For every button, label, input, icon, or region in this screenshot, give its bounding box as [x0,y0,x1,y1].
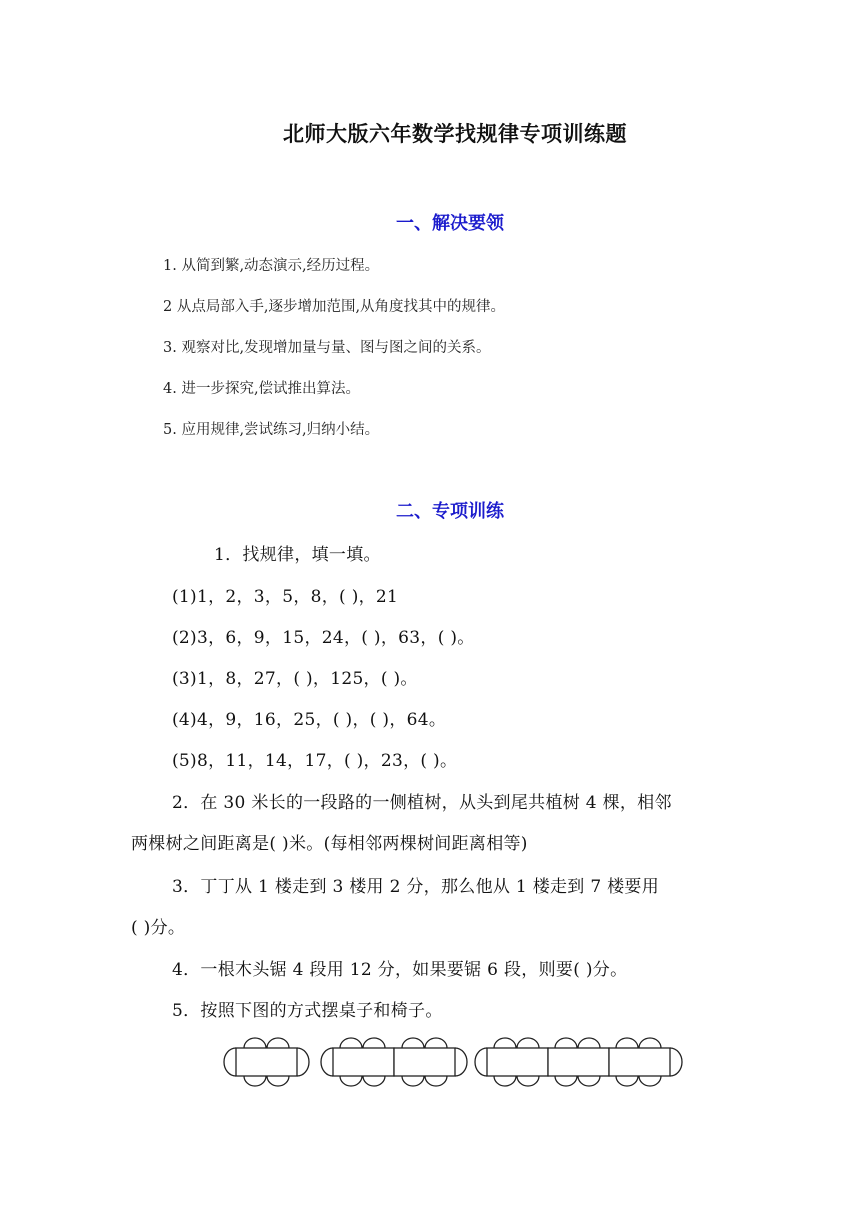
section-heading-training: 二、专项训练 [396,501,504,522]
sequence-item-4: (4)4，9，16，25，( )，( )，64。 [172,710,447,730]
table-group-3 [475,1038,682,1086]
page-title: 北师大版六年数学找规律专项训练题 [283,121,627,146]
question-4: 4．一根木头锯 4 段用 12 分，如果要锯 6 段，则要( )分。 [172,960,628,980]
question-3-line-2: ( )分。 [131,918,186,938]
sequence-item-3: (3)1，8，27，( )，125，( )。 [172,669,418,689]
table-group-1 [224,1038,309,1086]
sequence-item-1: (1)1，2，3，5，8，( )，21 [172,587,399,607]
table-group-2 [321,1038,467,1086]
question-5: 5．按照下图的方式摆桌子和椅子。 [172,1001,443,1021]
table-chair-figure [222,1032,692,1092]
question-1-title: 1．找规律，填一填。 [214,545,381,565]
question-3-line-1: 3．丁丁从 1 楼走到 3 楼用 2 分，那么他从 1 楼走到 7 楼要用 [172,877,660,897]
tip-item-5: 5. 应用规律,尝试练习,归纳小结。 [163,422,380,438]
tip-item-2: 2 从点局部入手,逐步增加范围,从角度找其中的规律。 [163,299,506,315]
tip-item-3: 3. 观察对比,发现增加量与量、图与图之间的关系。 [163,340,491,356]
sequence-item-5: (5)8，11，14，17，( )，23，( )。 [172,751,458,771]
tip-item-1: 1. 从简到繁,动态演示,经历过程。 [163,258,380,274]
tip-item-4: 4. 进一步探究,偿试推出算法。 [163,381,361,397]
sequence-item-2: (2)3，6，9，15，24，( )，63，( )。 [172,628,475,648]
section-heading-tips: 一、解决要领 [396,213,504,234]
question-2-line-2: 两棵树之间距离是( )米。(每相邻两棵树间距离相等) [131,834,528,854]
question-2-line-1: 2．在 30 米长的一段路的一侧植树，从头到尾共植树 4 棵，相邻 [172,793,672,813]
